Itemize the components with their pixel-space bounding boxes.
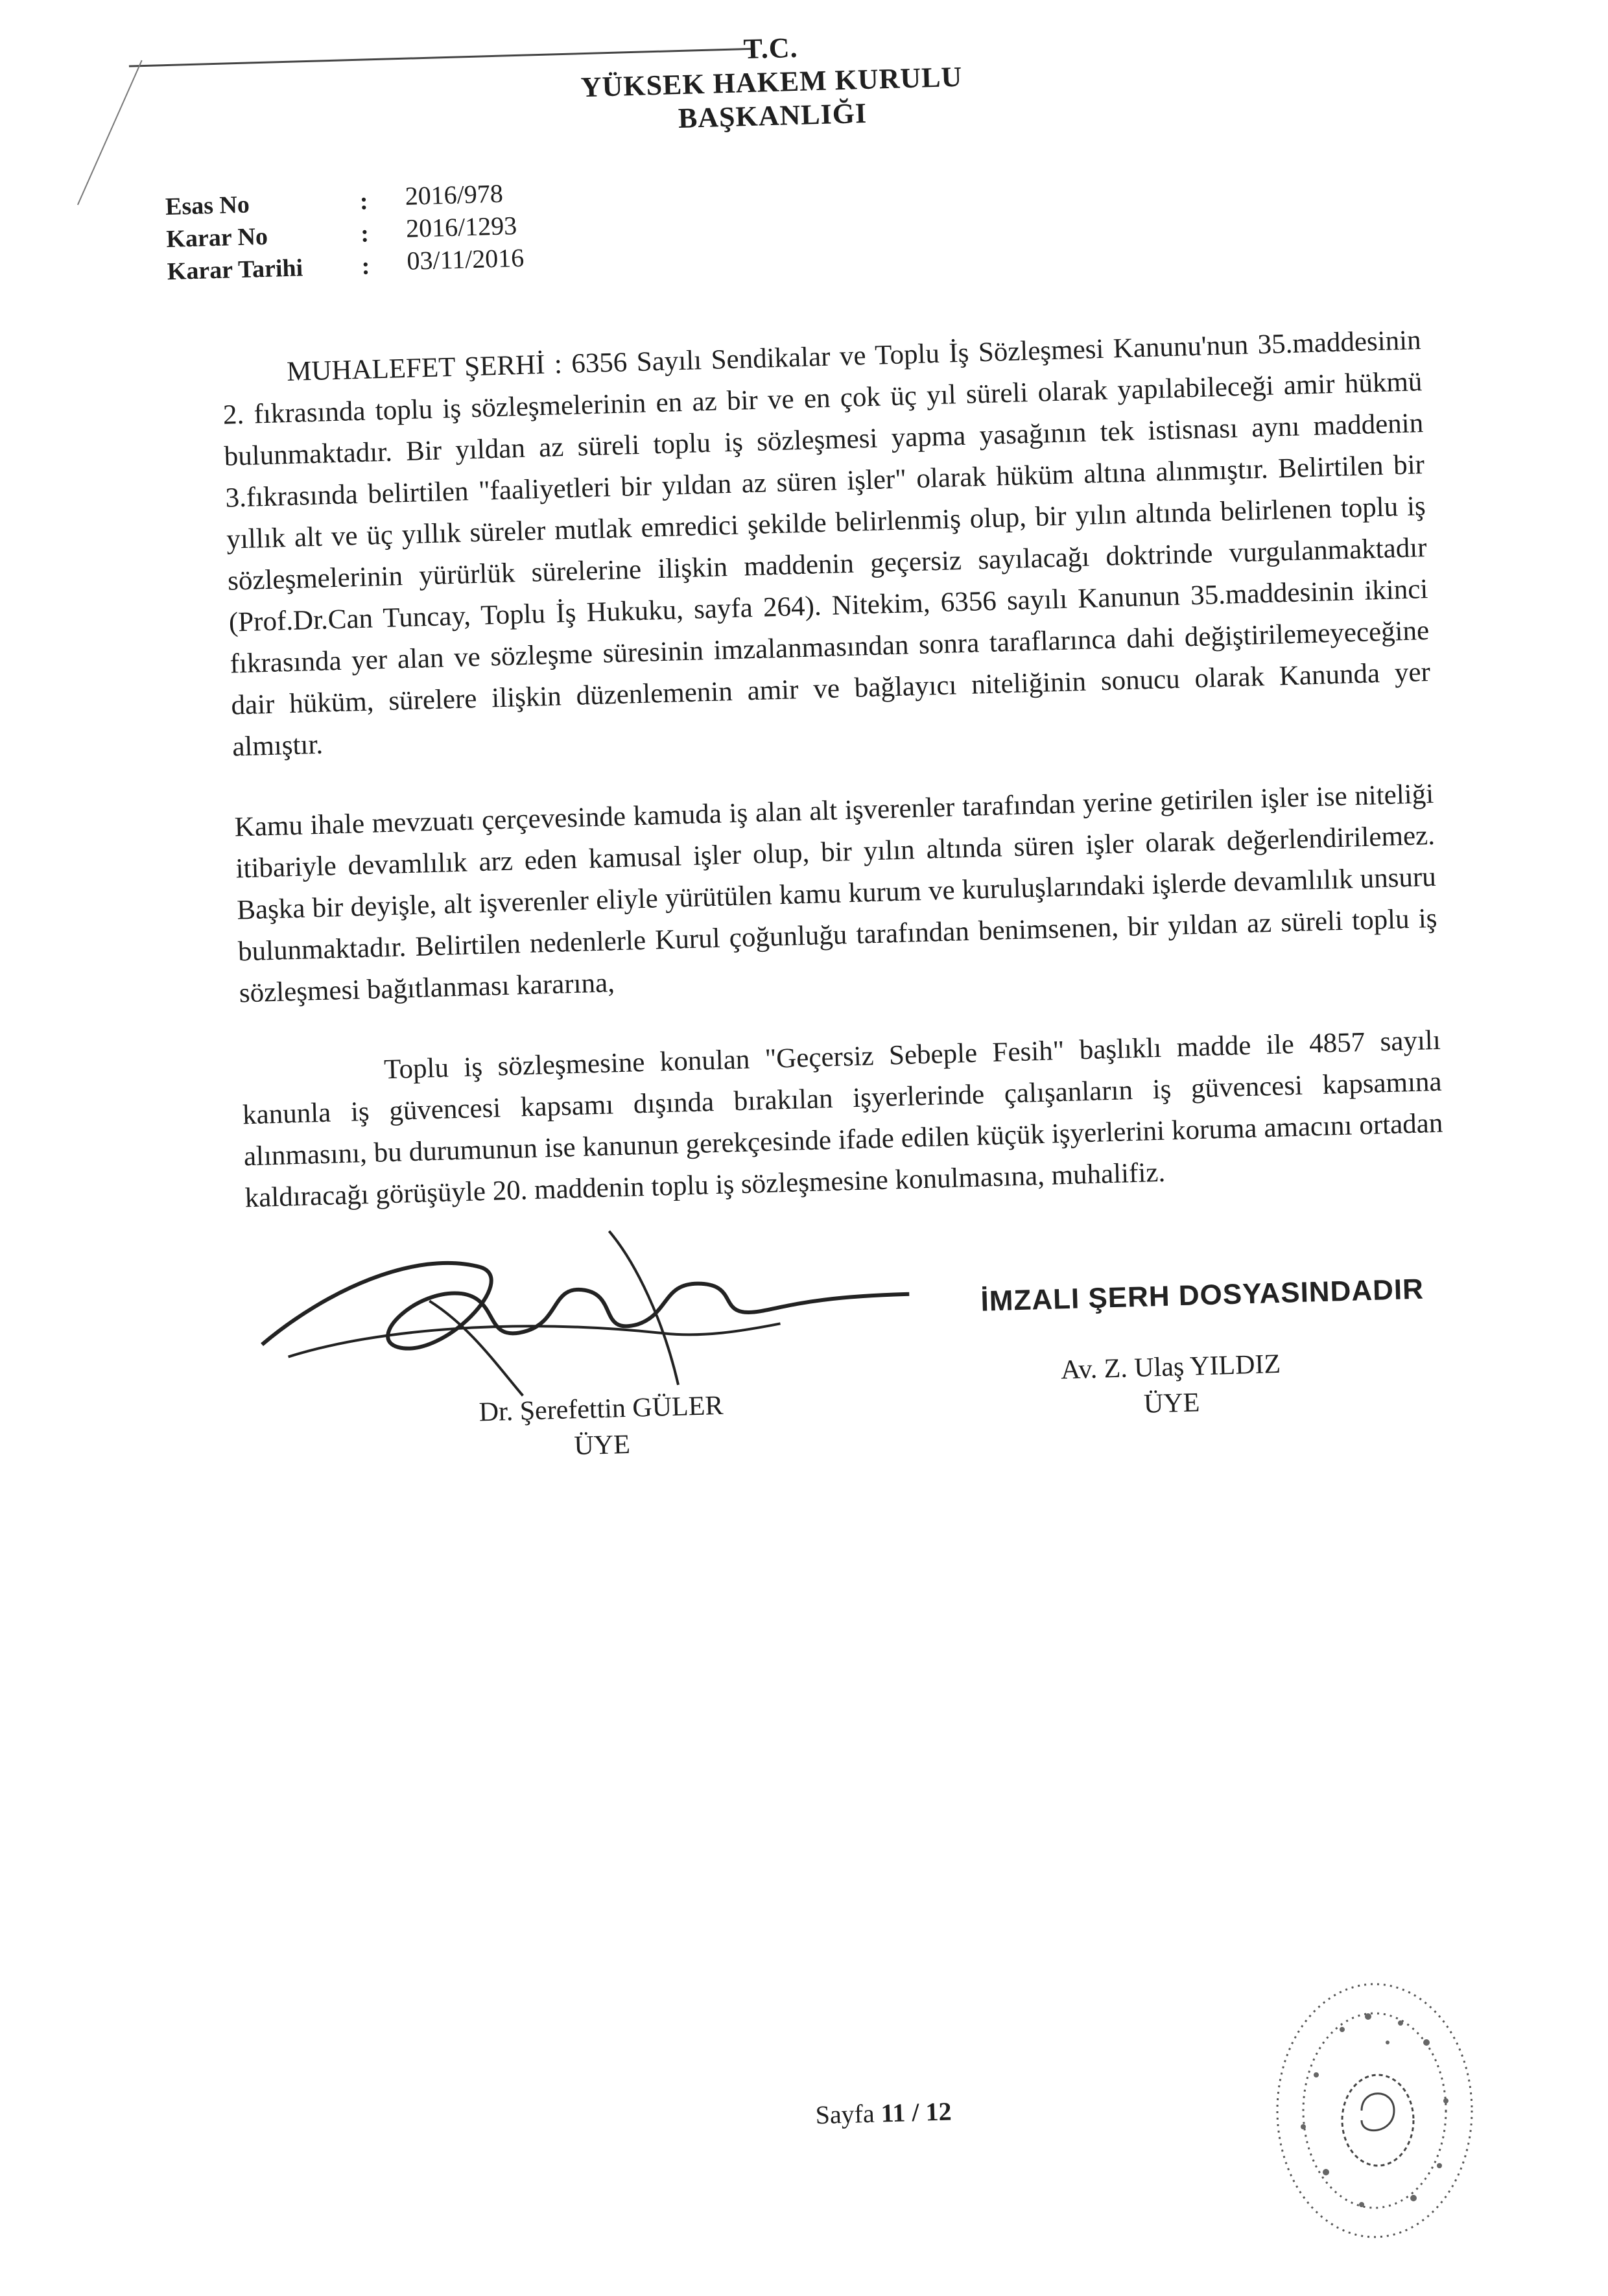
- header-presidency: BAŞKANLIĞI: [678, 97, 868, 135]
- signatory-right-name: Av. Z. Ulaş YILDIZ: [1060, 1349, 1281, 1386]
- meta-label: Esas No: [165, 191, 250, 221]
- page-label: Sayfa: [814, 2098, 875, 2130]
- meta-colon: :: [359, 187, 369, 215]
- page-value: 11 / 12: [880, 2096, 952, 2128]
- official-seal-stamp: [1264, 1971, 1478, 2243]
- karar-no-value: 2016/1293: [405, 211, 517, 243]
- header-institution: YÜKSEK HAKEM KURULU: [580, 60, 963, 104]
- scan-mark: [71, 57, 152, 208]
- header-tc: T.C.: [742, 31, 799, 65]
- meta-colon: :: [360, 220, 370, 248]
- body-text: [221, 320, 1445, 1219]
- signatory-right-title: ÜYE: [1143, 1388, 1200, 1419]
- karar-tarihi-value: 03/11/2016: [406, 243, 525, 276]
- page-number: [815, 2096, 952, 2130]
- esas-no-value: 2016/978: [405, 178, 504, 211]
- meta-label: Karar No: [165, 222, 268, 254]
- meta-label: Karar Tarihi: [167, 254, 303, 286]
- paragraph-dissent: MUHALEFET ŞERHİ : 6356 Sayılı Sendikalar ve Toplu İş Sözleşmesi Kanunu'nun 35.maddesinin 2. fıkrasında toplu iş sözleşmelerinin en az bir ve en çok üç yıl süreli olarak yapılabileceği amir hükmü bulunmaktadır. Bir yıldan az süreli toplu iş sözleşmesi yapma yasağının tek istisnası aynı maddenin 3.fıkrasında belirtilen "faaliyetleri bir yıldan az süren işler" olarak hüküm altına alınmıştır. Belirtilen bir yıllık alt ve üç yıllık süreler mutlak emredici şekilde belirlenmiş olup, bir yılın altında belirlenen toplu iş sözleşmelerinin yürürlük sürelerine ilişkin maddenin geçersiz sayılacağı doktrinde vurgulanmaktadır (Prof.Dr.Can Tuncay, Toplu İş Hukuku, sayfa 264). Nitekim, 6356 sayılı Kanunun 35.maddesinin ikinci fıkrasında yer alan ve sözleşme süresinin imzalanmasından sonra taraflarınca dahi değiştirilemeyeceğine dair hüküm, sürelere ilişkin düzenlemenin amir ve bağlayıcı niteliğinin sonucu olarak Kanunda yer almıştır.: [222, 325, 1431, 763]
- paragraph-invalid-termination: Toplu iş sözleşmesine konulan "Geçersiz Sebeple Fesih" başlıklı madde ile 4857 sayılı kanunla iş güvencesi kapsamı dışında bırakılan işyerlerinde çalışanların iş güvencesi kapsamına alınmasını, bu durumunun ise kanunun gerekçesinde ifade edilen küçük işyerlerini koruma amacını ortadan kaldıracağı görüşüyle 20. maddenin toplu iş sözleşmesine konulmasına, muhalifiz.: [242, 1024, 1443, 1214]
- meta-colon: :: [361, 252, 370, 280]
- signatory-left-name: Dr. Şerefettin GÜLER: [479, 1390, 724, 1428]
- signatory-left-title: ÜYE: [573, 1429, 631, 1462]
- signed-annotation-stamp: İMZALI ŞERH DOSYASINDADIR: [980, 1273, 1425, 1318]
- handwritten-signature: [245, 1196, 951, 1410]
- paragraph-public-procurement: Kamu ihale mevzuatı çerçevesinde kamuda iş alan alt işverenler tarafından yerine getirilen işler ise niteliği itibariyle devamlılık arz eden kamusal işler olup, bir yılın altında süren işler olarak değerlendirilemez. Başka bir deyişle, alt işverenler eliyle yürütülen kamu kurum ve kuruluşlarındaki işlerde devamlılık unsuru bulunmaktadır. Belirtilen nedenlerle Kurul çoğunluğu tarafından benimsenen, bir yıldan az süreli toplu iş sözleşmesi bağıtlanması kararına,: [234, 778, 1438, 1009]
